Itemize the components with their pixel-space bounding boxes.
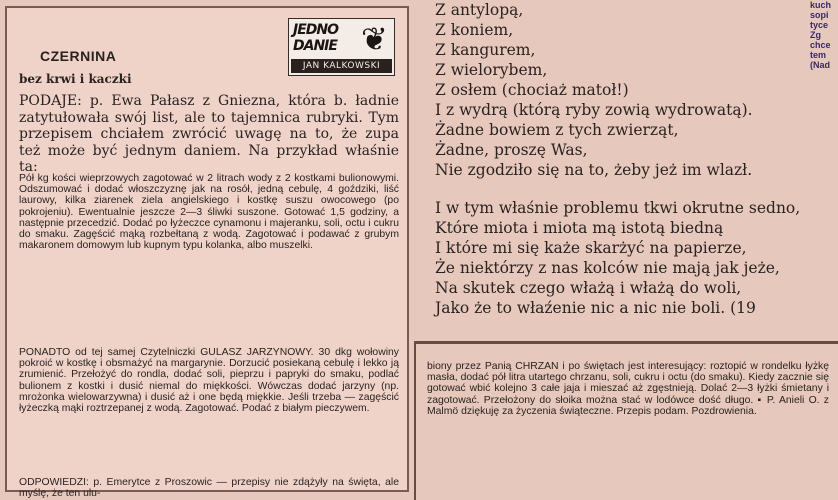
poem-line: Żadne, proszę Was, — [435, 141, 588, 159]
poem-line: Nie zgodziło się na to, żeby jeż im wlazł. — [435, 161, 753, 179]
recipe-column — [5, 6, 409, 500]
fragment-line: Zg — [810, 30, 821, 40]
article-lead: PODAJE: p. Ewa Pałasz z Gniezna, która b. ładnie zatytułowała swój list, ale to tajemnica rubryki. Tym przepisem chciałem zwrócić uwagę na to, że zupa też może być jednym daniem. Na przykład właśnie ta: — [19, 93, 399, 175]
poem-line: Z osłem (chociaż matoł!) — [435, 81, 629, 99]
logo-title: JEDNO DANIE — [293, 22, 339, 54]
poem-line: Z antylopą, — [435, 1, 524, 19]
poem-line: Z kangurem, — [435, 41, 536, 59]
logo-author: JAN KALKOWSKI — [291, 59, 392, 73]
fragment-line: tyce — [810, 20, 829, 30]
article-subtitle: bez krwi i kaczki — [19, 72, 132, 86]
poem-line: Z koniem, — [435, 21, 514, 39]
poem-line: Z wielorybem, — [435, 61, 548, 79]
fragment-line: (Nad — [810, 60, 830, 70]
fragment-line: sopi — [810, 10, 829, 20]
poem-line: I z wydrą (którą ryby zowią wydrowatą). — [435, 101, 753, 119]
poem-line: I które mi się każe skarżyć na papierze, — [435, 239, 747, 257]
fragment-line: chce — [810, 40, 831, 50]
answers-paragraph: ODPOWIEDZI: p. Emerytce z Proszowic — przepisy nie zdążyły na święta, ale myślę, że ten ulu- — [19, 477, 399, 500]
poem-line: Na skutek czego włażą i włażą do woli, — [435, 279, 742, 297]
stanza-gap — [435, 180, 838, 198]
column-divider — [414, 344, 416, 500]
poem — [435, 0, 838, 318]
leaf-icon: ❦ — [361, 20, 388, 58]
section-divider — [414, 341, 838, 344]
poem-line: Że niektórzy z nas kolców nie mają jak jeże, — [435, 259, 780, 277]
continuation-paragraph: biony przez Panią CHRZAN i po świętach jest interesujący: roztopić w rondelku łyżkę masła, dodać pół litra utartego chrzanu, soli, cukru i octu (do smaku). Kiedy zacznie się gotować wbić kolejno 3 całe jaja i mieszać aż zgęstnieją. Dolać 2—3 łyżki śmietany i zagotować. Przełożony do słoika można stać w lodówce dość długo. ▪ P. Anieli O. z Malmö dziękuję za życzenia świąteczne. Przepis podam. Pozdrowienia. — [427, 361, 829, 417]
adjacent-column-fragment — [810, 0, 838, 70]
article-title: CZERNINA — [40, 48, 117, 64]
poem-line: Żadne bowiem z tych zwierząt, — [435, 121, 679, 139]
poem-line: I w tym właśnie problemu tkwi okrutne sedno, — [435, 199, 801, 217]
gulasz-paragraph: PONADTO od tej samej Czytelniczki GULASZ JARZYNOWY. 30 dkg wołowiny pokroić w kostkę i obsmażyć na margarynie. Dorzucić posiekaną cebulę i lekko ją zrumienić. Przełożyć do rondla, dodać soli, pieprzu i papryki do smaku, podlać bulionem z kostki i dusić niemal do miękkości. Wówczas dodać jarzyny (np. mrożonka wielowarzywna) i dusić aż i one będą miękkie. Jeśli trzeba — zagęścić łyżeczką mąki roztrzepanej z wodą. Zagotować. Podać z białym pieczywem. — [19, 347, 399, 415]
fragment-line: kuch — [810, 0, 832, 10]
fragment-line: tem — [810, 50, 827, 60]
jedno-danie-logo — [288, 18, 395, 76]
poem-line: Które miota i miota mą istotą biedną — [435, 219, 724, 237]
recipe-paragraph: Pół kg kości wieprzowych zagotować w 2 litrach wody z 2 kostkami bulionowymi. Odszumować i dodać włoszczyznę jak na rosół, jedną cebulę, 4 goździki, liść laurowy, kilka ziarenek ziela angielskiego i kostkę suszu owocowego (po pokrojeniu). Ewentualnie jeszcze 2—3 śliwki suszone. Gotować 1,5 godziny, a następnie przecedzić. Dodać po łyżeczce cynamonu i majeranku, soli, octu i cukru do smaku. Zagęścić mąką rozbełtaną z wodą. Zagotować i podawać z grubym makaronem domowym lub kupnym typu kolanka, albo muszelki. — [19, 173, 399, 252]
poem-line: Jako że to właźenie nic a nic nie boli. (19 — [435, 299, 756, 317]
